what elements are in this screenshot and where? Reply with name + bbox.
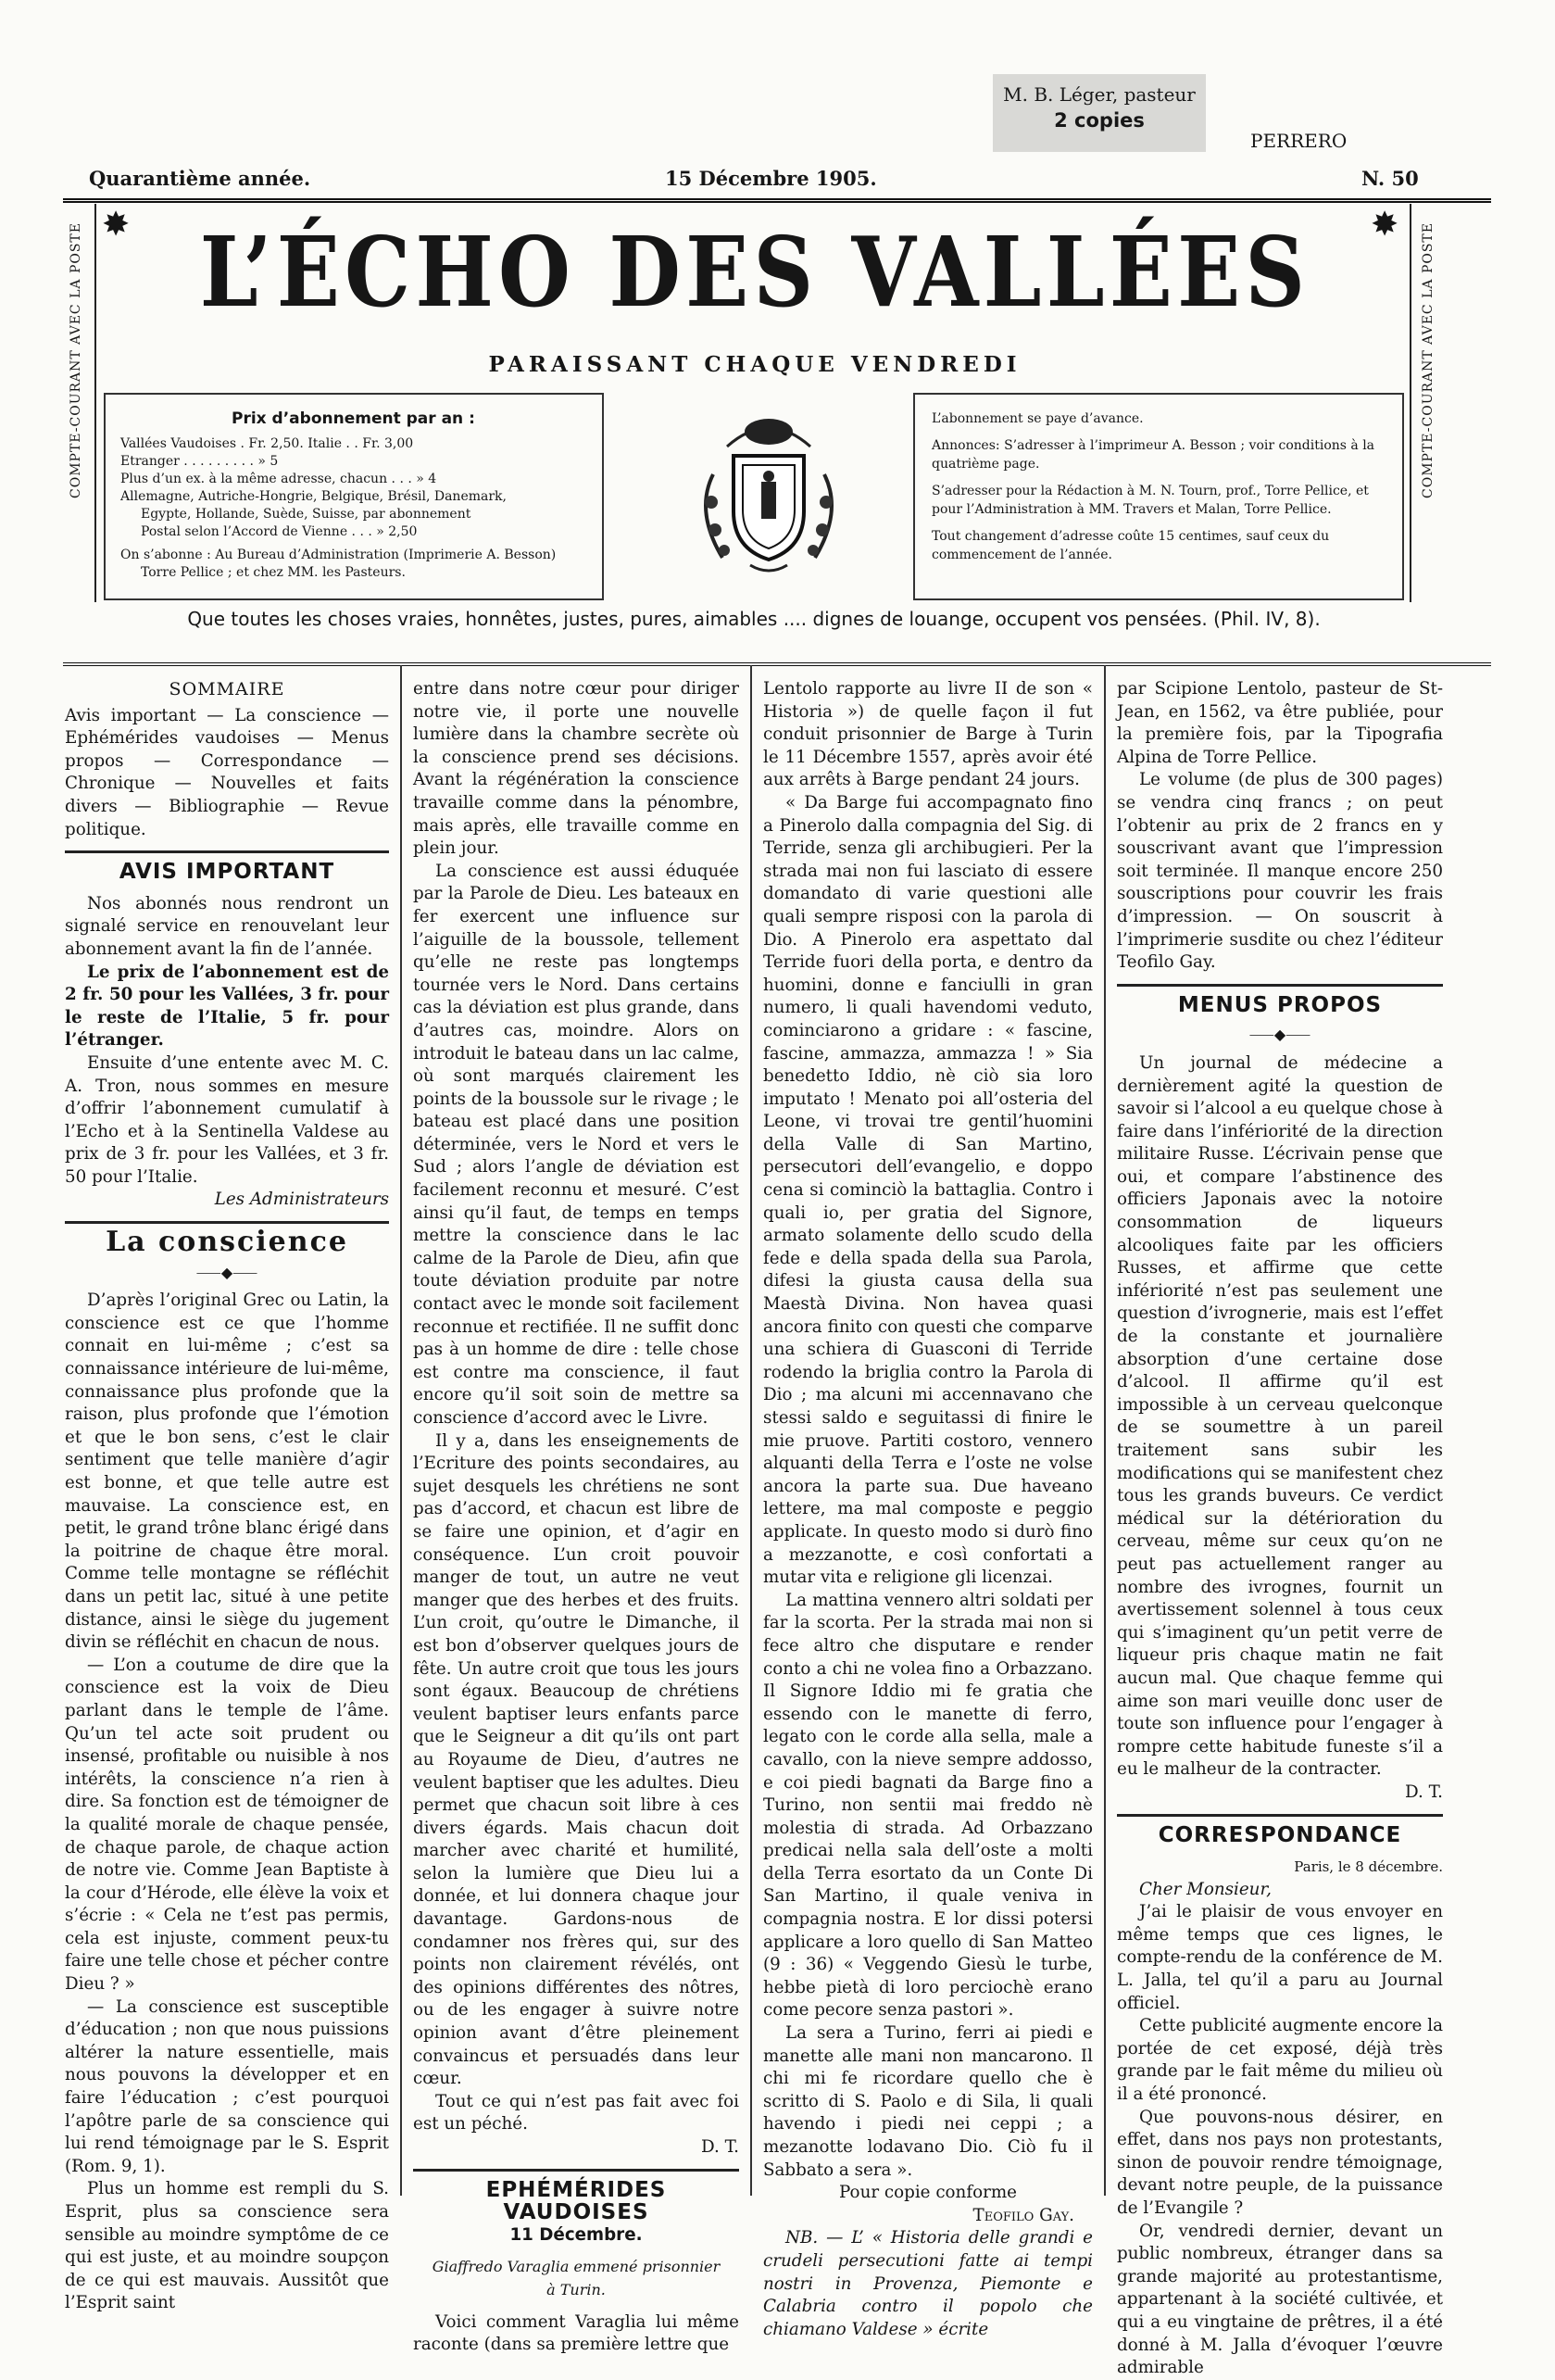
article-paragraph: — La conscience est susceptible d’éducation ; non que nous puissions altérer la nature essentielle, mais nous pouvons la développer et en faire l’éducation ; c’est pourquoi l’apôtre parle de sa conscience qui lui rend témoignage par le S. Esprit (Rom. 9, 1). [65,1996,389,2176]
avis-paragraph: Nos abonnés nous rendront un signalé service en renouvelant leur abonnement avant la fin de l’année. [65,893,389,959]
column-1 [65,678,389,2315]
article-paragraph: — L’on a coutume de dire que la conscience est la voix de Dieu parlant dans le temple de l’âme. Qu’un tel acte soit prudent ou insensé, profitable ou nuisible à nos intérêts, la conscience n’a rien à dire. Sa fonction est de témoigner de la qualité morale de chaque pensée, de chaque parole, de chaque action de notre vie. Comme Jean Baptiste à la cour d’Hérode, elle élève la voix et s’écrie : « Cela ne t’est pas permis, cela est injuste, comment peux-tu faire une telle chose et pécher contre Dieu ? » [65,1655,389,1995]
article-paragraph: Lentolo rapporte au livre II de son « Historia ») de quelle façon il fut conduit prisonnier de Barge à Turin le 11 Décembre 1557, après avoir été aux arrêts à Barge pendant 24 jours. [763,679,1093,790]
article-paragraph: Un journal de médecine a dernièrement agité la question de savoir si l’alcool a eu quelque chose à faire dans l’infériorité de la direction militaire Russe. L’écrivain pense que oui, et compare l’abstinence des officiers Japonais avec la notoire consommation de liqueurs alcooliques faite par les officiers Russes, et affirme que cette infériorité n’est pas seulement une question d’ivrognerie, mais est l’effet de la constante et journalière absorption d’une certaine dose d’alcool. Il affirme qu’il est impossible à un cerveau quelconque de se soumettre à un pareil traitement sans subir les modifications qui se manifestent chez tous les grands buveurs. Ce verdict médical sur la détérioration du cerveau, même sur ceux qu’on ne peut pas actuellement ranger au nombre des ivrognes, fournit un avertissement solennel à tous ceux qui s’imaginent qu’un petit verre de liqueur pris chaque matin ne fait aucun mal. Que chaque femme qui aime son mari veuille donc user de toute son influence pour l’engager à rompre cette habitude funeste s’il a eu le malheur de la contracter. [1117,1052,1443,1780]
column-rule [750,665,752,2196]
letter-salutation: Cher Monsieur, [1139,1879,1272,1899]
price-line: Plus d’un ex. à la même adresse, chacun . . . » 4 [120,472,437,486]
letter-paragraph: J’ai le plaisir de vous envoyer en même temps que ces lignes, le compte-rendu de la conférence de M. L. Jalla, tel qu’il a paru au Journal officiel. [1117,1902,1443,2013]
masthead-left-rule [94,204,96,602]
price-line: On s’abonne : Au Bureau d’Administration (Imprimerie A. Besson) [120,548,557,562]
newspaper-subtitle: PARAISSANT CHAQUE VENDREDI [488,352,1022,377]
letter-paragraph: Or, vendredi dernier, devant un public nombreux, étranger dans sa grande majorité au protestantisme, appartenant à la société cultivée, et qui a eu vingtaine de prêtres, il a été donné à M. Jalla d’évoquer l’œuvre admirable [1117,2221,1443,2378]
article-paragraph: Tout ce qui n’est pas fait avec foi est un péché. [413,2091,739,2134]
avis-heading: AVIS IMPORTANT [119,860,335,885]
stamp-name: PERRERO [1250,130,1348,152]
corner-ornament-right-icon: ✸ [1371,206,1399,244]
corner-ornament-left-icon: ✸ [102,206,131,244]
divider [1117,1814,1443,1817]
coat-of-arms-icon [658,400,880,586]
divider [65,850,389,853]
stamp-line-1: M. B. Léger, pasteur [1003,83,1196,106]
article-paragraph: Plus un homme est rempli du S. Esprit, plus sa conscience sera sensible au moindre symptôme de ce qui est juste, et au moindre soupçon de ce qui est mauvais. Aussitôt que l’Esprit saint [65,2179,389,2313]
article-paragraph: Voici comment Varaglia lui même raconte (dans sa première lettre que [413,2311,739,2355]
divider [1117,984,1443,987]
ephemerides-subtitle: Giaffredo Varaglia emmené prisonnier à Turin. [432,2258,721,2298]
article-paragraph: Le volume (de plus de 300 pages) se vendra cinq francs ; on peut l’obtenir au prix de 2 francs en y souscrivant avant que l’impression soit terminée. Il manque encore 250 souscriptions pour couvrir les frais d’impression. — On souscrit à l’imprimerie susdite ou chez l’éditeur Teofilo Gay. [1117,770,1443,973]
info-line: Tout changement d’adresse coûte 15 centimes, sauf ceux du commencement de l’année. [932,529,1330,562]
column-2 [413,678,739,2357]
price-line: Etranger . . . . . . . . . » 5 [120,454,279,469]
column-rule [400,665,402,2196]
ornament-icon: ⸺◆⸺ [195,1263,258,1281]
info-box [913,393,1404,600]
issue-date: 15 Décembre 1905. [665,167,877,190]
info-line: S’adresser pour la Rédaction à M. N. Tourn, prof., Torre Pellice, et pour l’Administration à MM. Travers et Malan, Torre Pellice. [932,484,1369,517]
tagline: Que toutes les choses vraies, honnêtes, justes, pures, aimables .... dignes de louange, occupent vos pensées. (Phil. IV, 8). [187,608,1321,630]
library-stamp [993,74,1206,152]
sommaire-heading: SOMMAIRE [169,679,285,699]
divider [65,1221,389,1224]
ephemerides-date: 11 Décembre. [509,2224,643,2245]
year-label: Quarantième année. [89,167,311,190]
article-paragraph: La conscience est aussi éduquée par la Parole de Dieu. Les bateaux en fer exercent une influence sur l’aiguille de la boussole, tellement qu’elle ne reste pas longtemps tournée vers le Nord. Dans certains cas la déviation est plus grande, dans d’autres cas, moindre. Alors on introduit le bateau dans un lac calme, où sont marqués clairement les points de la boussole sur le rivage ; le bateau est placé dans une position déterminée, vers le Nord et vers le Sud ; alors l’angle de déviation est facilement reconnu et mesuré. C’est ainsi qu’il faut, de temps en temps mettre la conscience dans le lac calme de la Parole de Dieu, afin que toute déviation produite par notre contact avec le monde soit facilement reconnue et rectifiée. Il ne suffit donc pas à un homme de dire : telle chose est contre ma conscience, il faut encore qu’il soit soin de mettre sa conscience d’accord avec le Livre. [413,861,739,1428]
letter-date: Paris, le 8 décembre. [1294,1858,1443,1876]
article-paragraph: « Da Barge fui accompagnato fino a Pinerolo dalla compagnia del Sig. di Terride, senza gli archibugieri. Per la strada mai non fui lasciato di essere domandato di varie questioni alle quali sempre risposi con la parola di Dio. A Pinerolo era aspettato dal Terride fuori della porta, e dentro da huomini, donne e fanciulli in gran numero, li quali havendomi veduto, cominciarono a gridare : « fascine, fascine, ammazza, ammazza ! » Sia benedetto Iddio, nè ciò sia loro imputato ! Menato poi all’osteria del Leone, vi trovai tre gentil’huomini della Valle di San Martino, persecutori dell’evangelio, e doppo cena si cominciò la battaglia. Contro i quali io, per gratia del Signore, armato solamente dello scudo della fede e della spada della sua Parola, difesi la giusta causa della sua Maestà Divina. Non havea quasi ancora finito con questi che comparve una schiera di Guasconi di Terride rodendo la briglia contro la Parola di Dio ; ma alcuni mi accennavano che stessi saldo e seguitassi di finire le mie pruove. Partiti costoro, vennero alquanti della Terra e l’oste ne volse ancora la parte sua. Due haveano lettere, ma mal composte e peggio applicate. In questo modo si durò fino a mezzanotte, e così confortati a mutar vita e religione gli licenzai. [763,792,1093,1588]
stamp-line-2: 2 copies [1054,109,1145,132]
sommaire-text: Avis important — La conscience — Ephémérides vaudoises — Menus propos — Correspondance — Chronique — Nouvelles et faits divers — Bibliographie — Revue politique. [65,705,389,839]
menus-heading: MENUS PROPOS [1177,992,1383,1017]
article-paragraph: Il y a, dans les enseignements de l’Ecriture des points secondaires, au sujet desquels les chrétiens ne sont pas d’accord, et chacun est libre de se faire une opinion, et d’agir en conséquence. L’un croit pouvoir manger de tout, un autre ne veut manger que des herbes et des fruits. L’un croit, qu’outre le Dimanche, il est bon d’observer quelques jours de fête. Un autre croit que tous les jours sont égaux. Beaucoup de chrétiens veulent baptiser leurs enfants parce que le Seigneur a dit qu’ils ont part au Royaume de Dieu, d’autres ne veulent baptiser que les adultes. Dieu permet que chacun soit libre à ces divers égards. Mais chacun doit marcher avec charité et humilité, selon la lumière que Dieu lui a donnée, et lui donnera chaque jour davantage. Gardons-nous de condamner nos frères qui, sur des points non clairement révélés, ont des opinions différentes des nôtres, ou de les engager à suivre notre opinion avant d’être pleinement convaincus et persuadés dans leur cœur. [413,1430,739,2089]
column-rule [1104,665,1106,2196]
issue-number: N. 50 [1361,167,1419,190]
nb-note: NB. — L’ « Historia delle grandi e crudeli persecutioni fatte ai tempi nostri in Provenza, Piemonte e Calabria contro il popolo che chiamano Valdese » écrite [763,2228,1093,2339]
article-heading: La conscience [106,1226,348,1259]
divider [413,2169,739,2172]
correspondance-heading: CORRESPONDANCE [1158,1822,1402,1847]
avis-signature: Les Administrateurs [214,1190,389,1210]
copy-note: Pour copie conforme [839,2183,1017,2203]
article-signature: D. T. [1405,1782,1443,1802]
price-line: Vallées Vaudoises . Fr. 2,50. Italie . . Fr. 3,00 [120,436,414,451]
ornament-icon: ⸺◆⸺ [1248,1026,1311,1044]
price-line: Torre Pellice ; et chez MM. les Pasteurs. [141,565,406,580]
avis-paragraph: Ensuite d’une entente avec M. C. A. Tron, nous sommes en mesure d’offrir l’abonnement cumulatif à l’Echo et à la Sentinella Valdese au prix de 3 fr. pour les Vallées, et 3 fr. 50 pour l’Italie. [65,1052,389,1187]
price-line: Egypte, Hollande, Suède, Suisse, par abonnement [141,507,471,522]
info-line: L’abonnement se paye d’avance. [932,411,1144,426]
copy-signature: Teofilo Gay. [972,2205,1074,2225]
newspaper-title: L’ÉCHO DES VALLÉES [199,215,1310,329]
subscription-heading: Prix d’abonnement par an : [232,409,475,428]
ephemerides-heading: EPHÉMÉRIDES VAUDOISES [485,2177,667,2225]
column-3 [763,678,1093,2341]
article-paragraph: D’après l’original Grec ou Latin, la conscience est ce que l’homme connait en lui-même ; c’est sa connaissance intérieure de lui-même, connaissance plus profonde que la raison, plus profonde que l’émotion et que le bon sens, c’est le clair sentiment que telle manière d’agir est bonne, et que telle autre est mauvaise. La conscience est, en petit, le grand trône blanc érigé dans la poitrine de chaque être moral. Comme telle montagne se réfléchit dans un petit lac, situé à une petite distance, ainsi le siège du jugement divin se réfléchit en chacun de nous. [65,1291,389,1653]
letter-paragraph: Cette publicité augmente encore la portée de cet exposé, déjà très grande par le fait même du milieu où il a été prononcé. [1117,2016,1443,2105]
price-line: Allemagne, Autriche-Hongrie, Belgique, Brésil, Danemark, [120,489,507,504]
price-line: Postal selon l’Accord de Vienne . . . » 2,50 [141,524,418,539]
article-paragraph: par Scipione Lentolo, pasteur de St-Jean, en 1562, va être publiée, pour la première fois, par la Tipografia Alpina de Torre Pellice. [1117,679,1443,767]
letter-paragraph: Que pouvons-nous désirer, en effet, dans nos pays non protestants, sinon de pouvoir rendre témoignage, devant notre peuple, de la puissance de l’Evangile ? [1117,2107,1443,2218]
info-line: Annonces: S’adresser à l’imprimeur A. Besson ; voir conditions à la quatrième page. [932,438,1375,472]
side-text-left: COMPTE-COURANT AVEC LA POSTE [69,222,83,498]
article-paragraph: entre dans notre cœur pour diriger notre vie, il porte une nouvelle lumière dans la chambre secrète où la conscience prend ses décisions. Avant la régénération la conscience travaille comme dans la pénombre, mais après, elle travaille comme en plein jour. [413,679,739,859]
subscription-box [104,393,604,600]
article-signature: D. T. [701,2137,739,2157]
masthead-right-rule [1410,204,1411,602]
column-4 [1117,678,1443,2380]
article-paragraph: La mattina vennero altri soldati per far la scorta. Per la strada mai non si fece altro che disputare e render conto a chi ne volea fino a Orbazzano. Il Signore Iddio mi fe gratia che essendo con le manette di ferro, legato con le corde alla sella, male a cavallo, con la nieve sempre addosso, e coi piedi bagnati da Barge fino a Turino, non sentii mai freddo nè molestia di strada. Ad Orbazzano predicai nella sala dell’oste a molti della Terra esortato da un Conte Di San Martino, il quale veniva in compagnia nostra. E lor dissi potersi applicare a loro quello di San Matteo (9 : 36) « Veggendo Giesù le turbe, hebbe pietà di loro perciochè erano come pecore senza pastori ». [763,1590,1093,2021]
avis-paragraph: Le prix de l’abonnement est de 2 fr. 50 pour les Vallées, 3 fr. pour le reste de l’Italie, 5 fr. pour l’étranger. [65,962,389,1051]
article-paragraph: La sera a Turino, ferri ai piedi e manette alle mani non mancarono. Il chi mi fe ricordare quello che è scritto di S. Paolo e di Sila, li quali havendo i piedi nei ceppi ; a mezanotte lodavano Dio. Ciò fu il Sabbato a sera ». [763,2023,1093,2180]
side-text-right: COMPTE-COURANT AVEC LA POSTE [1421,222,1436,498]
